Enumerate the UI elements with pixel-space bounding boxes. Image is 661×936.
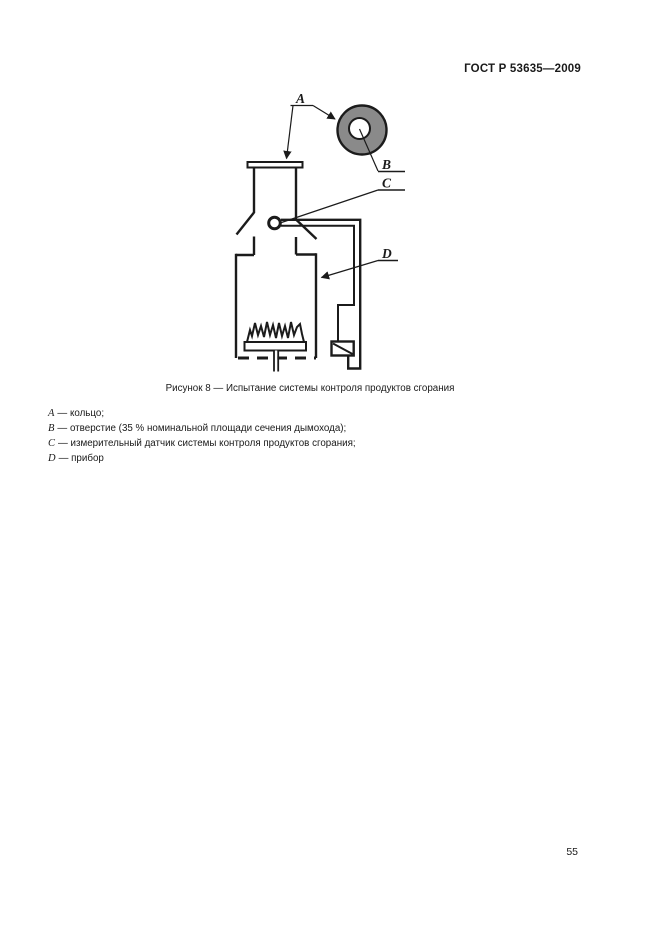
legend-desc-c: — измерительный датчик системы контроля продуктов сгорания; [58,438,356,449]
figure-caption: Рисунок 8 — Испытание системы контроля продуктов сгорания [165,383,455,394]
standard-reference: ГОСТ Р 53635—2009 [464,63,581,75]
legend-key-b: B [48,423,55,434]
legend-desc-a: — кольцо; [57,408,105,419]
legend-item-b [48,421,356,436]
legend-item-c [48,436,356,451]
leader-arrow-a-plate [287,106,294,159]
figure-legend [48,406,356,466]
ring-illustration [338,106,387,172]
leader-arrow-a-ring [313,106,335,120]
legend-item-d [48,451,356,466]
page-number: 55 [566,846,578,858]
diagram-label-c: C [382,175,392,191]
legend-item-a [48,406,356,421]
legend-desc-d: — прибор [58,453,104,464]
flue-top-ring-plate [248,162,303,168]
flue-and-draft-diverter [237,168,317,256]
callout-b [378,157,405,172]
diverter-right-skirt [296,220,317,240]
burner-plate [245,342,307,351]
control-valve-box [332,342,354,356]
legend-key-c: C [48,438,56,449]
legend-key-d: D [48,453,56,464]
callout-a [287,91,336,159]
burner-flame [247,322,304,342]
leader-arrow-d [322,261,379,278]
gas-supply-pipe [274,351,278,372]
diverter-left-skirt [237,213,255,235]
ring-hole [349,118,370,139]
callout-c [282,176,406,223]
legend-desc-b: — отверстие (35 % номинальной площади сечения дымохода); [57,423,347,434]
diagram-label-d: D [382,246,392,261]
diagram-label-a: A [296,91,306,106]
diagram-label-b: B [382,157,392,172]
legend-key-a: A [48,408,55,419]
figure-diagram [0,0,661,380]
measuring-sensor [269,217,281,229]
